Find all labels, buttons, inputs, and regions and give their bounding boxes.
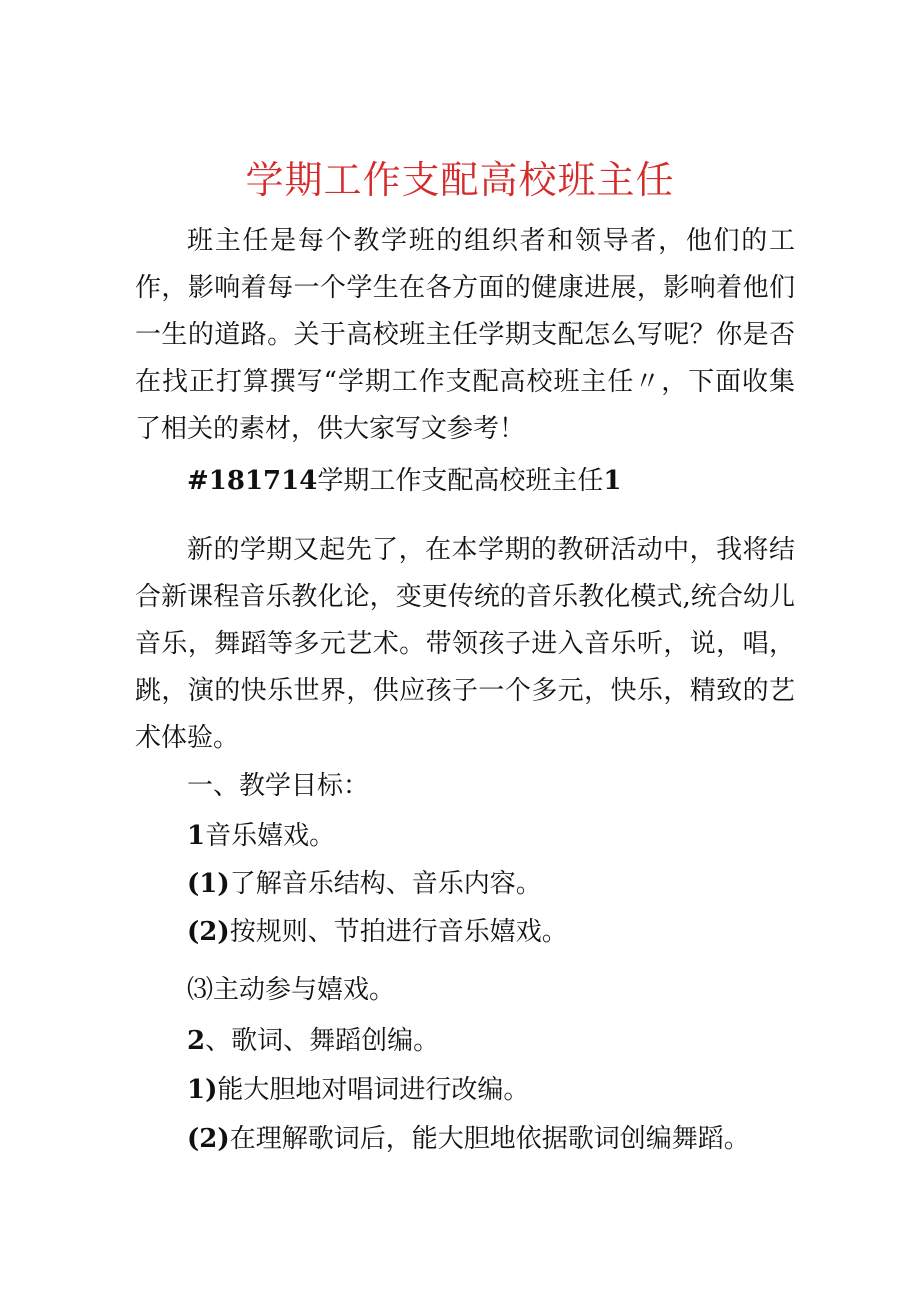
section-suffix: 1 (603, 466, 622, 496)
document-title: 学期工作支配高校班主任 (245, 158, 675, 202)
body-paragraph: 新的学期又起先了，在本学期的教研活动中，我将结合新课程音乐教化论，变更传统的音乐教化模式,统合幼儿音乐，舞蹈等多元艺术。带领孩子进入音乐听，说，唱，跳，演的快乐世界，供应孩子一个多元，快乐，精致的艺术体验。 (135, 535, 795, 753)
list-item-number: 1 (187, 821, 206, 851)
list-item-number: (2) (187, 1124, 230, 1154)
list-item (187, 1121, 750, 1157)
list-item-text: 、歌词、舞蹈创编。 (205, 1026, 440, 1056)
list-item (187, 914, 568, 950)
section-number: #181714 (187, 466, 318, 496)
list-item (187, 866, 542, 902)
list-item-text: 了解音乐结构、音乐内容。 (229, 869, 542, 899)
list-item-number: (2) (187, 917, 230, 947)
list-item-number: 2 (187, 1026, 206, 1056)
list-item (187, 1023, 439, 1059)
goals-heading: 一、教学目标： (187, 771, 370, 801)
list-item-text: 音乐嬉戏。 (205, 821, 336, 851)
list-item-text: 在理解歌词后，能大胆地依据歌词创编舞蹈。 (229, 1124, 750, 1154)
list-item-text: 能大胆地对唱词进行改编。 (217, 1075, 530, 1105)
list-item (187, 972, 395, 1008)
section-heading (187, 463, 621, 499)
intro-paragraph: 班主任是每个教学班的组织者和领导者，他们的工作，影响着每一个学生在各方面的健康进展，影响着他们一生的道路。关于高校班主任学期支配怎么写呢？你是否在找正打算撰写“学期工作支配高校班主任〃，下面收集了相关的素材，供大家写文参考！ (135, 226, 795, 444)
list-item (187, 1072, 529, 1108)
list-item-number: 1) (187, 1075, 218, 1105)
list-item-text: 按规则、节拍进行音乐嬉戏。 (229, 917, 568, 947)
list-item-text: ⑶主动参与嬉戏。 (187, 975, 396, 1005)
list-item-number: (1) (187, 869, 230, 899)
section-heading-text: 学期工作支配高校班主任 (317, 466, 604, 496)
list-item (187, 818, 335, 854)
